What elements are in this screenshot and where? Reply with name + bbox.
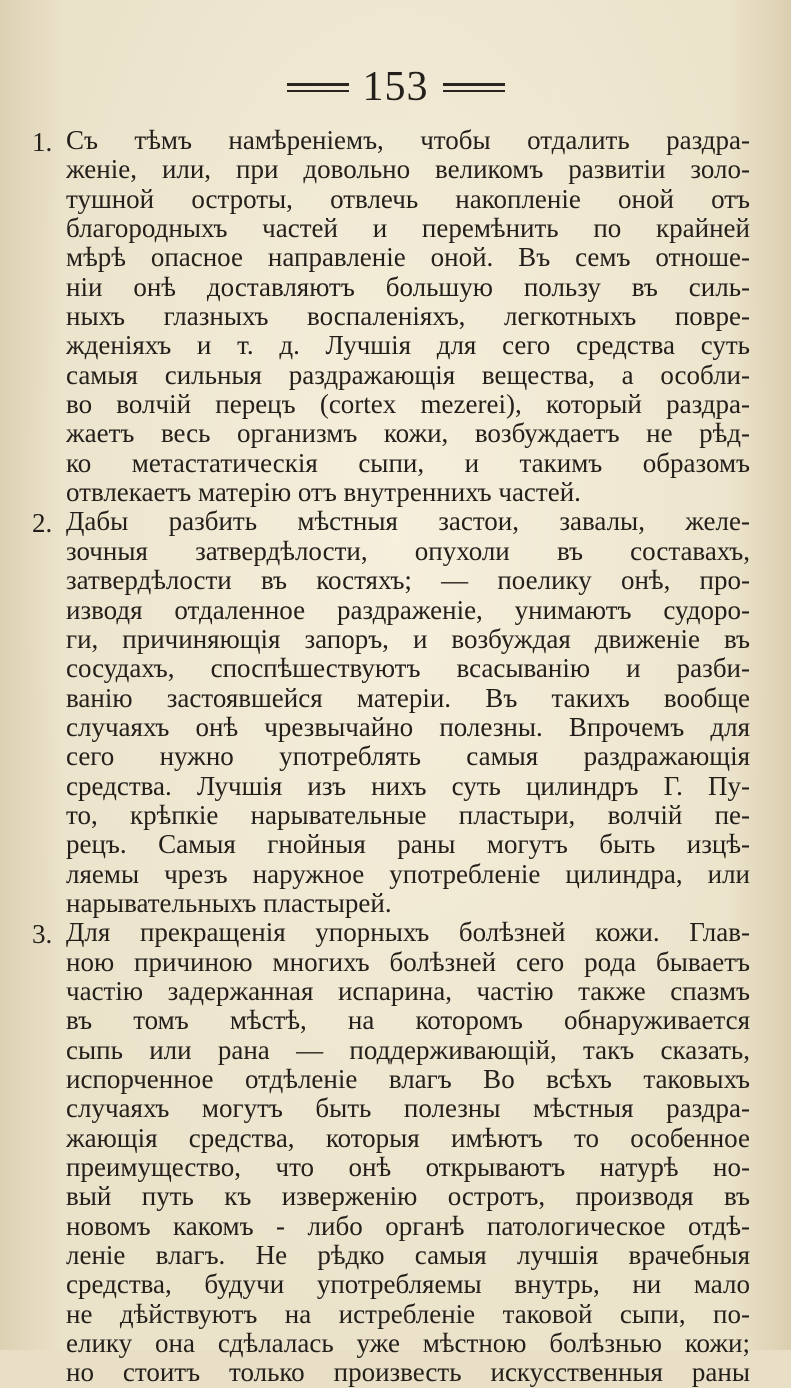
text-line: Для прекращенія упорныхъ болѣзней кожи. Глав- [66,918,750,948]
text-line: сосудахъ, споспѣшествуютъ всасыванію и разби- [66,654,750,684]
text-line: благородныхъ частей и перемѣнить по крайней [66,214,750,244]
text-line: мѣрѣ опасное направленіе оной. Въ семъ отноше- [66,243,750,273]
text-line: изводя отдаленное раздраженіе, унимаютъ судоро- [66,595,750,625]
text-line: жающія средства, которыя имѣютъ то особенное [66,1123,750,1153]
page-number: 153 [362,64,429,110]
header-rule-right [443,83,505,92]
text-line: то, крѣпкіе нарывательные пластыри, волчій пе- [66,800,750,830]
text-line: ніи онѣ доставляютъ большую пользу въ силь- [66,272,750,302]
text-line: ныхъ глазныхъ воспаленіяхъ, легкотныхъ повре- [66,302,750,332]
text-line: испорченное отдѣленіе влагъ Во всѣхъ таковыхъ [66,1065,750,1094]
text-line: средства, будучи употребляемы внутрь, ни мало [66,1270,750,1300]
text-line: но стоитъ только произвесть искусственныя раны [66,1358,750,1388]
text-line: въ томъ мѣстѣ, на которомъ обнаруживается [66,1006,750,1036]
text-line: Дабы разбить мѣстныя застои, завалы, желе- [66,507,750,537]
text-line: сего нужно употреблять самыя раздражающія [66,742,750,772]
text-line: новомъ какомъ - либо органѣ патологическое отдѣ- [66,1211,750,1241]
text-line: елику она сдѣлалась уже мѣстною болѣзнью кожи; [66,1329,750,1359]
text-line: средства. Лучшія изъ нихъ суть цилиндръ Г. Пу- [66,771,750,801]
item-number: 1. [32,127,53,157]
text-line: Съ тѣмъ намѣреніемъ, чтобы отдалить раздра- [66,126,750,155]
text-line: сыпь или рана — поддерживающій, такъ сказать, [66,1035,750,1065]
text-line: зочныя затвердѣлости, опухоли въ составахъ, [66,536,750,566]
text-line: жденіяхъ и т. д. Лучшія для сего средства суть [66,331,750,361]
text-line: ги, причиняющія запоръ, и возбуждая движеніе въ [66,624,750,654]
text-line: вый путь къ изверженію остротъ, производя въ [66,1182,750,1212]
text-line: во волчій перецъ (cortex mezerei), который раздра- [66,390,750,420]
text-line: случаяхъ могутъ быть полезны мѣстныя раздра- [66,1094,750,1124]
text-line: затвердѣлости въ костяхъ; — поелику онѣ, про- [66,566,750,596]
list-item-3 [30,918,750,1388]
item-number: 3. [32,919,53,950]
text-line: случаяхъ онѣ чрезвычайно полезны. Впрочемъ для [66,712,750,742]
text-line: рецъ. Самыя гнойныя раны могутъ быть изцѣ- [66,830,750,860]
text-line: жаетъ весь организмъ кожи, возбуждаетъ не рѣд- [66,419,750,449]
body-text [30,126,750,1388]
text-line: ко метастатическія сыпи, и такимъ образомъ [66,448,750,478]
text-line: самыя сильныя раздражающія вещества, а особли- [66,360,750,390]
list-item-2 [30,507,750,918]
header-rule-left [287,83,349,92]
text-line: женіе, или, при довольно великомъ развитіи золо- [66,155,750,185]
text-line: тушной остроты, отвлечь накопленіе оной отъ [66,184,750,214]
item-number: 2. [32,508,53,539]
text-line: нарывательныхъ пластырей. [66,888,392,918]
page-header [0,62,791,112]
text-line: ляемы чрезъ наружное употребленіе цилиндра, или [66,859,750,889]
text-line: отвлекаетъ матерію отъ внутреннихъ частей. [66,478,581,508]
text-line: ванію застоявшейся матеріи. Въ такихъ вообще [66,683,750,713]
text-line: не дѣйствуютъ на истребленіе таковой сыпи, по- [66,1299,750,1329]
text-line: преимущество, что онѣ открываютъ натурѣ но- [66,1153,750,1183]
list-item-1 [30,126,750,507]
text-line: леніе влагъ. Не рѣдко самыя лучшія врачебныя [66,1241,750,1271]
text-line: ною причиною многихъ болѣзней сего рода бываетъ [66,947,750,977]
text-line: частію задержанная испарина, частію также спазмъ [66,976,750,1006]
